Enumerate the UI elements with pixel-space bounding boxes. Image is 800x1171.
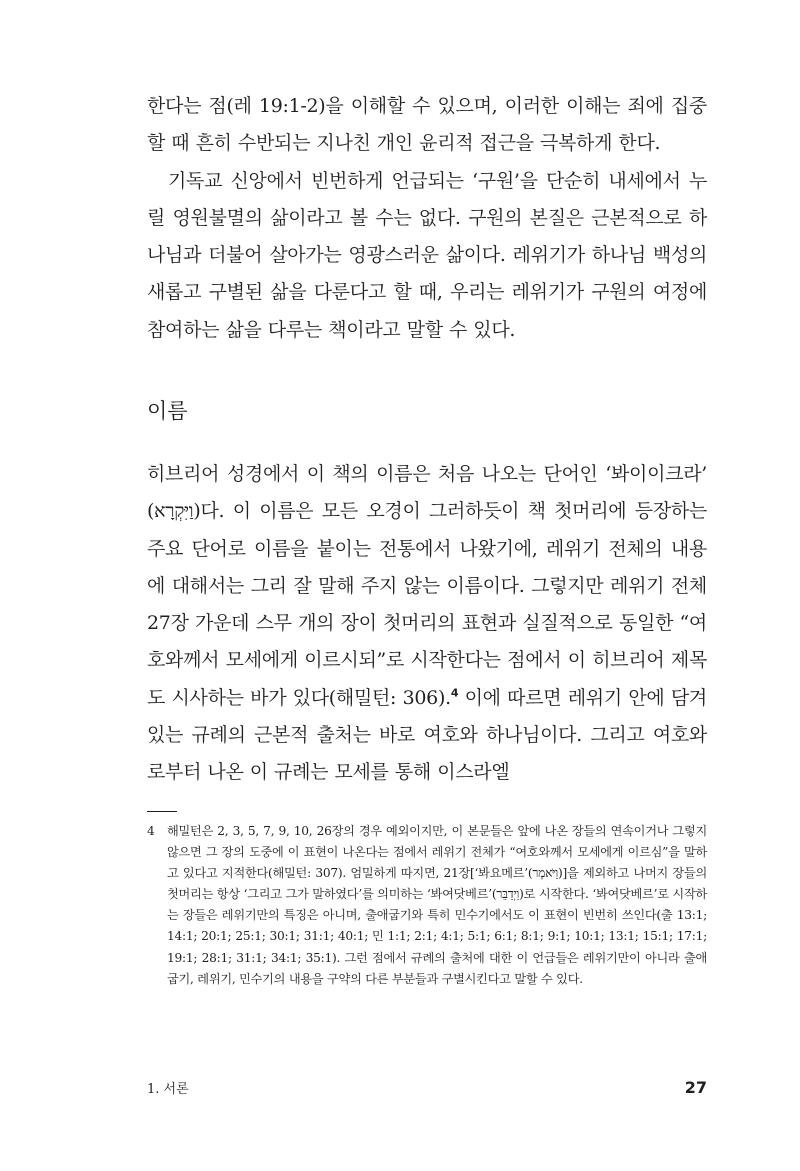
footnote-divider — [147, 811, 177, 812]
section-body — [147, 456, 707, 792]
section-text-1: 히브리어 성경에서 이 책의 이름은 처음 나오는 단어인 ‘봐이이크라’ ( — [147, 463, 707, 523]
footnote-text-1: 해밀턴은 2, 3, 5, 7, 9, 10, 26장의 경우 예외이지만, 이 본문들은 앞에 나온 장들의 연속이거나 그렇지 않으면 그 장의 도중에 이 표현이 나온다는 점에서 레위기 전체가 “여호와께서 모세에게 이르심”을 말하고 있다고 지적한다(해밀턴: 307). 엄밀하게 따지면, 21장[‘봐요메르’( — [167, 824, 707, 881]
footnote-text-3: )로 시작한다. ‘봐여닷베르’로 시작하는 장들은 레위기만의 특징은 아니며, 출애굽기와 특히 민수기에서도 이 표현이 빈번히 쓰인다(출 13:1; 14:1; 20:1; 25:1; 30:1; 31:1; 40:1; 민 1:1; 2:1; 4:1; 5:1; 6:1; 8:1; 9:1; 10:1; 13:1; 15:1; 17:1; 19:1; 28:1; 31:1; 34:1; 35:1). 그런 점에서 규례의 출처에 대한 이 언급들은 레위기만이 아니라 출애굽기, 레위기, 민수기의 내용을 구약의 다른 부분들과 구별시킨다고 말할 수 있다. — [167, 887, 707, 986]
footnote — [147, 821, 707, 990]
footnote-hebrew-1: וַיֹּאמֶר — [532, 866, 558, 881]
intro-paragraph-1: 한다는 점(레 19:1-2)을 이해할 수 있으며, 이러한 이해는 죄에 집중할 때 흔히 수반되는 지나친 개인 윤리적 접근을 극복하게 한다. — [147, 95, 707, 155]
intro-paragraph-2: 기독교 신앙에서 빈번하게 언급되는 ‘구원’을 단순히 내세에서 누릴 영원불멸의 삶이라고 볼 수는 없다. 구원의 본질은 근본적으로 하나님과 더불어 살아가는 영광스러운 삶이다. 레위기가 하나님 백성의 새롭고 구별된 삶을 다룬다고 할 때, 우리는 레위기가 구원의 여정에 참여하는 삶을 다루는 책이라고 말할 수 있다. — [147, 169, 707, 341]
footnote-reference[interactable]: 4 — [450, 686, 459, 700]
section-text-3: 이에 따르면 레위기 안에 담겨 있는 규례의 근본적 출처는 바로 여호와 하나님이다. 그리고 여호와로부터 나온 이 규례는 모세를 통해 이스라엘 — [147, 686, 707, 784]
footnote-text — [167, 821, 707, 990]
section-heading: 이름 — [147, 399, 188, 423]
footnote-hebrew-2: וַיְדַבֵּר — [496, 887, 520, 902]
footnote-text-2: )]을 제외하고 나머지 장들의 첫머리는 항상 ‘그리고 그가 말하였다’를 의미하는 ‘봐여닷베르’( — [167, 866, 708, 902]
running-footer-chapter: 1. 서론 — [147, 1082, 189, 1097]
main-text — [147, 88, 707, 784]
section-paragraph — [147, 456, 707, 792]
page-number: 27 — [684, 1078, 707, 1097]
section-text-2: )다. 이 이름은 모든 오경이 그러하듯이 책 첫머리에 등장하는 주요 단어로 이름을 붙이는 전통에서 나왔기에, 레위기 전체의 내용에 대해서는 그리 잘 말해 주지 않는 이름이다. 그렇지만 레위기 전체 27장 가운데 스무 개의 장이 첫머리의 표현과 실질적으로 동일한 “여호와께서 모세에게 이르시되”로 시작한다는 점에서 이 히브리어 제목도 시사하는 바가 있다(해밀턴: 306). — [147, 500, 707, 709]
hebrew-title: וַיִּקְרָא — [154, 500, 194, 523]
footnote-number: 4 — [147, 824, 155, 838]
